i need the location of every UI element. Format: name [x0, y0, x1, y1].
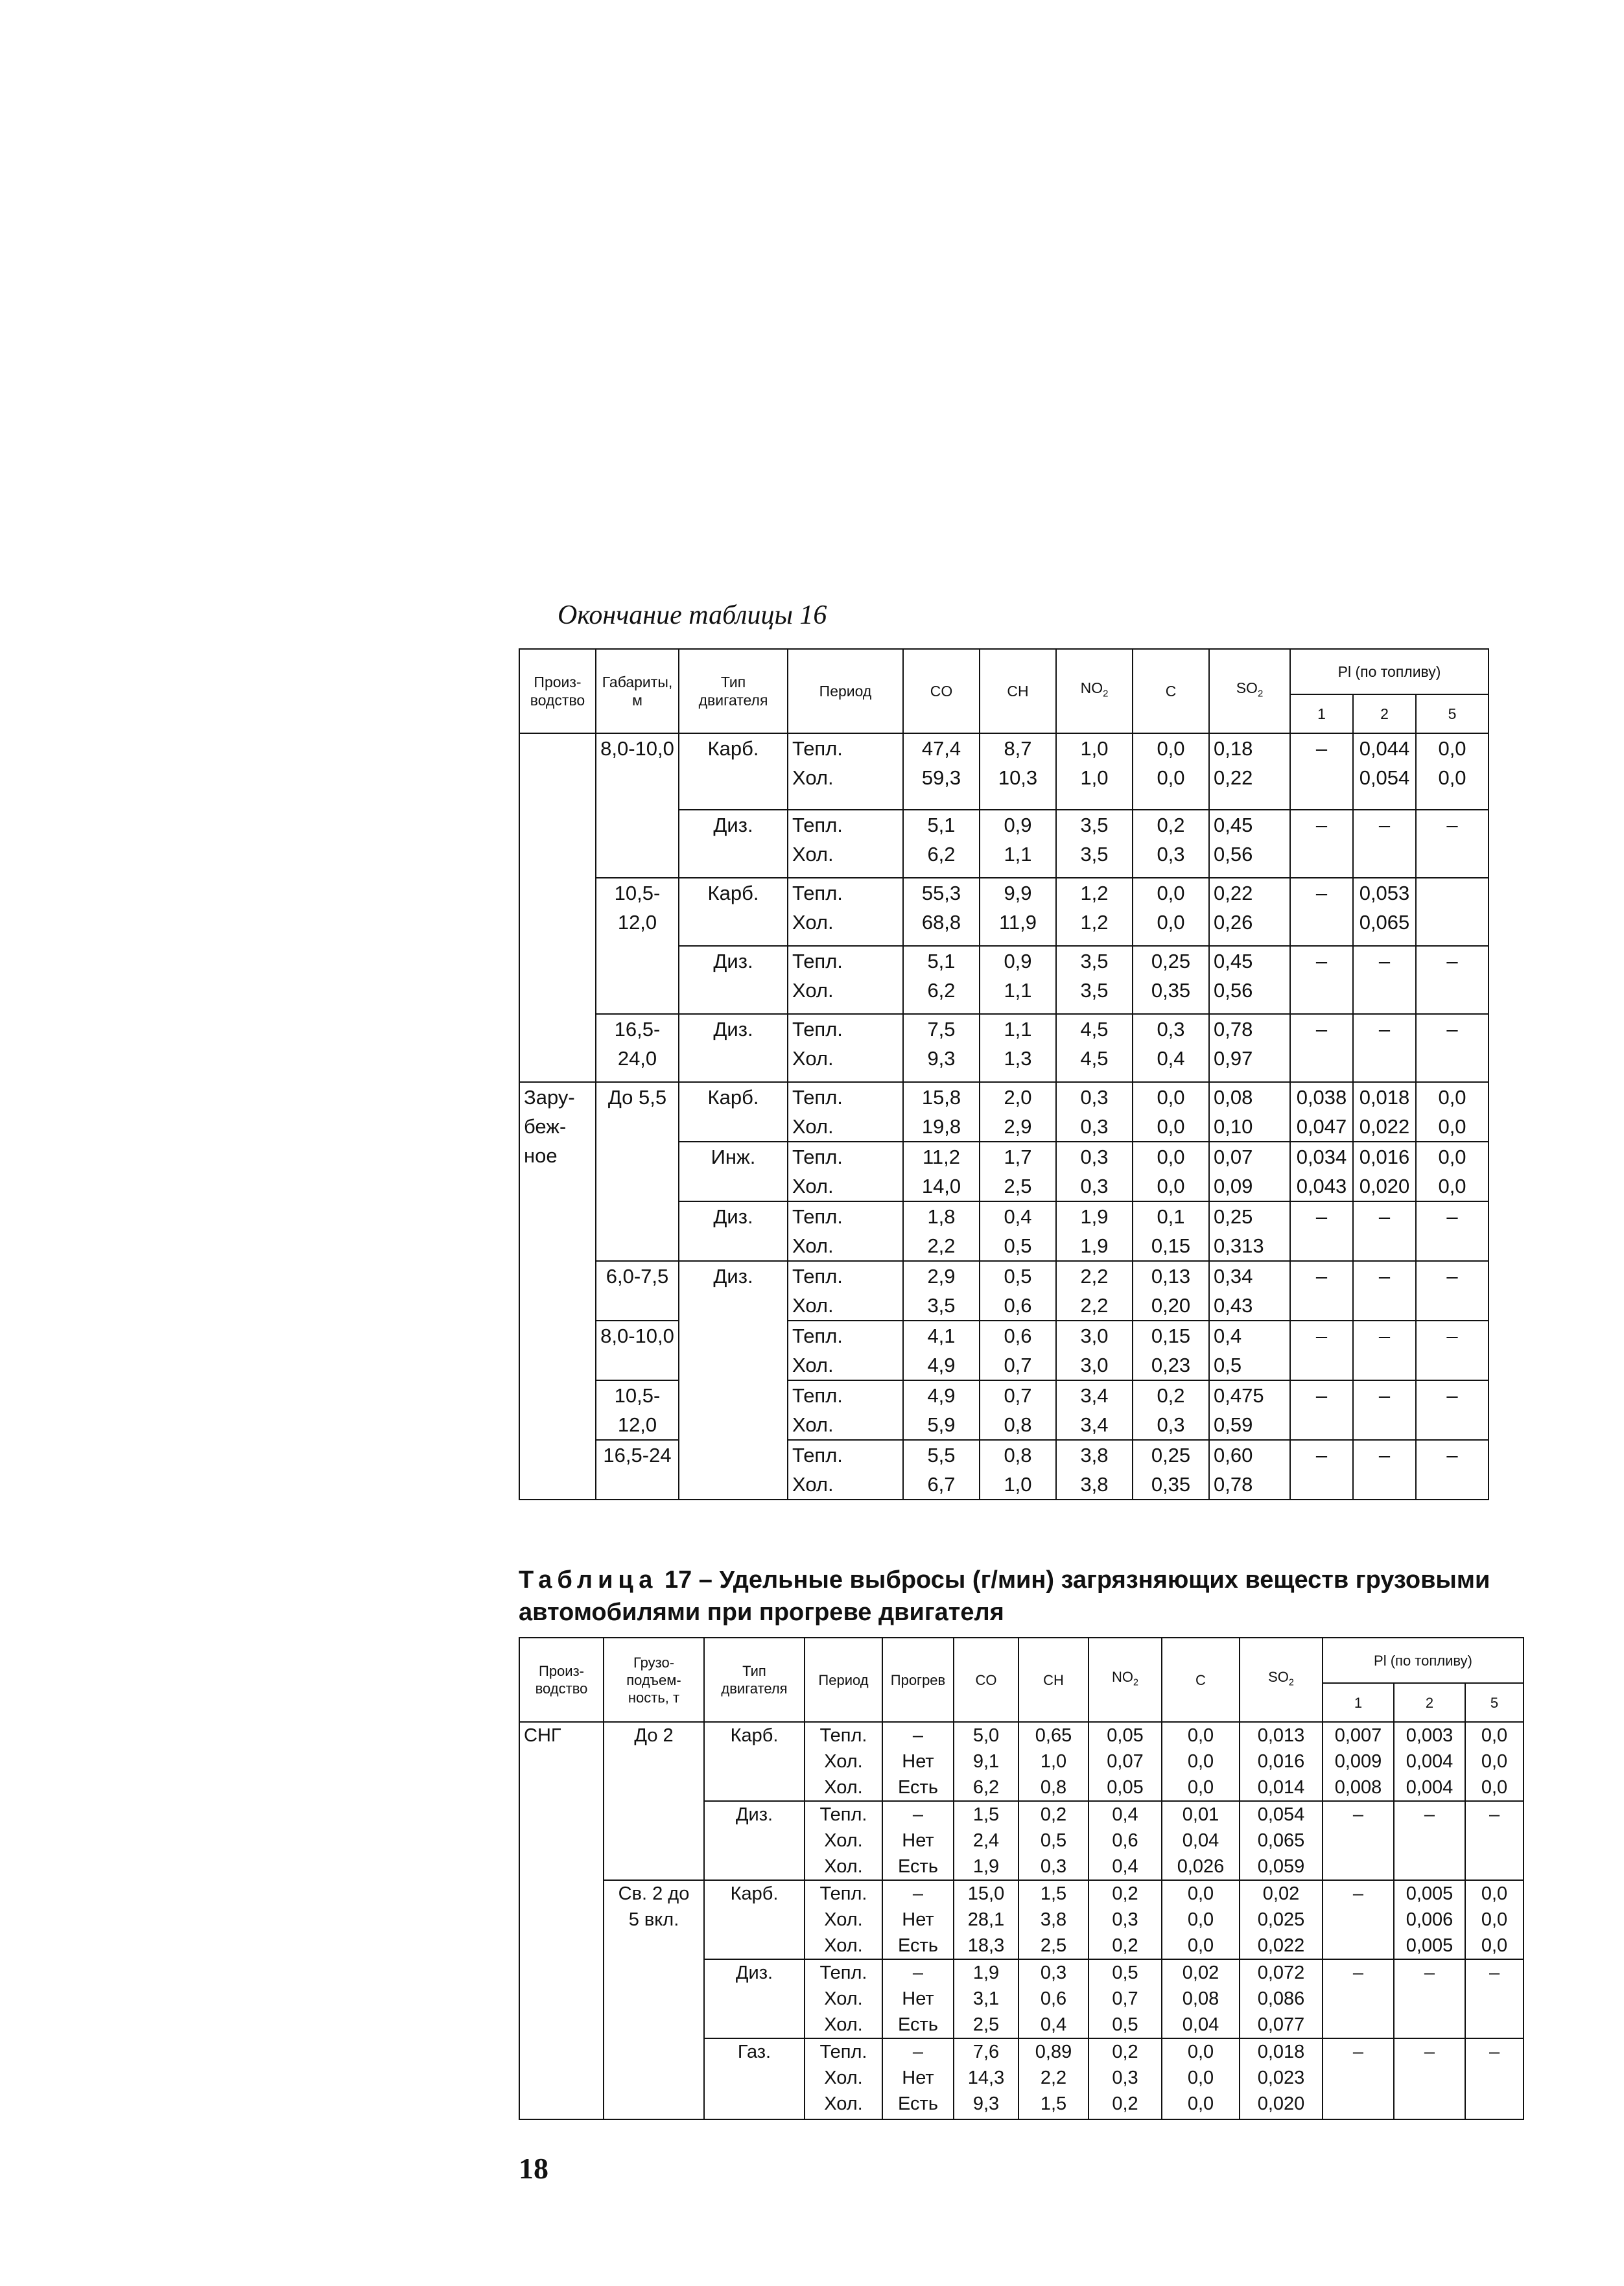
- cell-producer: Зару- беж- ное: [519, 1082, 596, 1500]
- table-row: [519, 733, 1489, 810]
- cell-no2: 4,5 4,5: [1056, 1014, 1133, 1082]
- cell-no2: 0,5 0,7 0,5: [1089, 1959, 1162, 2038]
- cell-pb2: –: [1394, 1959, 1465, 2038]
- cell-c: 0,0 0,0: [1133, 1142, 1209, 1201]
- cell-period: Тепл. Хол.: [788, 1014, 903, 1082]
- cell-so2: 0,013 0,016 0,014: [1240, 1722, 1323, 1801]
- cell-so2: 0,78 0,97: [1209, 1014, 1290, 1082]
- cell-size: 10,5-12,0: [596, 1380, 679, 1440]
- cell-c: 0,0 0,0: [1133, 1082, 1209, 1142]
- cell-co: 7,6 14,3 9,3: [954, 2038, 1018, 2119]
- cell-capacity: До 2: [604, 1722, 704, 1880]
- cell-c: 0,0 0,0: [1133, 878, 1209, 946]
- cell-period: Тепл. Хол.: [788, 1142, 903, 1201]
- cell-no2: 3,0 3,0: [1056, 1321, 1133, 1380]
- cell-producer: [519, 733, 596, 1082]
- cell-engine-type: Газ.: [704, 2038, 805, 2119]
- cell-period: Тепл. Хол. Хол.: [805, 1880, 882, 1959]
- header-capacity: Грузо- подъем- ность, т: [604, 1638, 704, 1722]
- cell-pb5: –: [1465, 1959, 1524, 2038]
- cell-no2: 2,2 2,2: [1056, 1261, 1133, 1321]
- header-c: C: [1162, 1638, 1240, 1722]
- cell-pb5: 0,0 0,0: [1416, 733, 1489, 810]
- header-no2: $NO_2$: [1089, 1638, 1162, 1722]
- page-number: 18: [519, 2152, 548, 2185]
- cell-pb2: 0,018 0,022: [1353, 1082, 1416, 1142]
- header-warmup: Прогрев: [882, 1638, 954, 1722]
- header-engine-type: Тип двигателя: [679, 649, 788, 733]
- cell-co: 4,9 5,9: [903, 1380, 980, 1440]
- cell-pb1: –: [1290, 1440, 1353, 1500]
- cell-so2: 0,34 0,43: [1209, 1261, 1290, 1321]
- table16-continuation-caption: Окончание таблицы 16: [558, 600, 827, 630]
- cell-pb2: –: [1353, 1014, 1416, 1082]
- cell-ch: 0,9 1,1: [980, 946, 1056, 1014]
- cell-engine-type: Диз.: [704, 1959, 805, 2038]
- cell-c: 0,25 0,35: [1133, 1440, 1209, 1500]
- cell-ch: 0,65 1,0 0,8: [1018, 1722, 1089, 1801]
- cell-pb5: [1416, 878, 1489, 946]
- cell-period: Тепл. Хол.: [788, 946, 903, 1014]
- cell-pb5: 0,0 0,0 0,0: [1465, 1722, 1524, 1801]
- cell-capacity: Св. 2 до 5 вкл.: [604, 1880, 704, 2119]
- cell-ch: 0,4 0,5: [980, 1201, 1056, 1261]
- header-pb-2: 2: [1353, 694, 1416, 733]
- cell-pb1: –: [1290, 1014, 1353, 1082]
- cell-engine-type: Инж.: [679, 1142, 788, 1201]
- table-16: [519, 648, 1489, 1500]
- header-c: C: [1133, 649, 1209, 733]
- cell-c: 0,2 0,3: [1133, 1380, 1209, 1440]
- table-row: [519, 1722, 1524, 1801]
- cell-ch: 0,2 0,5 0,3: [1018, 1801, 1089, 1880]
- cell-size: До 5,5: [596, 1082, 679, 1261]
- cell-engine-type: Диз.: [679, 946, 788, 1014]
- cell-size: 6,0-7,5: [596, 1261, 679, 1321]
- table-row: [519, 1014, 1489, 1082]
- cell-engine-type: Карб.: [704, 1880, 805, 1959]
- cell-pb1: 0,034 0,043: [1290, 1142, 1353, 1201]
- cell-no2: 0,2 0,3 0,2: [1089, 1880, 1162, 1959]
- cell-pb2: 0,016 0,020: [1353, 1142, 1416, 1201]
- cell-engine-type: Диз.: [679, 1261, 788, 1500]
- cell-co: 15,0 28,1 18,3: [954, 1880, 1018, 1959]
- table-row: [519, 1880, 1524, 1959]
- cell-so2: 0,08 0,10: [1209, 1082, 1290, 1142]
- cell-c: 0,0 0,0 0,0: [1162, 1880, 1240, 1959]
- cell-no2: 0,4 0,6 0,4: [1089, 1801, 1162, 1880]
- cell-engine-type: Диз.: [679, 1201, 788, 1261]
- cell-pb2: –: [1353, 1321, 1416, 1380]
- cell-no2: 0,2 0,3 0,2: [1089, 2038, 1162, 2119]
- cell-c: 0,01 0,04 0,026: [1162, 1801, 1240, 1880]
- cell-producer: СНГ: [519, 1722, 604, 2119]
- cell-warmup: – Нет Есть: [882, 1880, 954, 1959]
- cell-so2: 0,07 0,09: [1209, 1142, 1290, 1201]
- cell-co: 7,5 9,3: [903, 1014, 980, 1082]
- header-so2: $SO_2$: [1240, 1638, 1323, 1722]
- header-producer: Произ- водство: [519, 649, 596, 733]
- cell-ch: 0,89 2,2 1,5: [1018, 2038, 1089, 2119]
- cell-ch: 0,8 1,0: [980, 1440, 1056, 1500]
- cell-pb5: –: [1416, 1440, 1489, 1500]
- cell-co: 1,9 3,1 2,5: [954, 1959, 1018, 2038]
- table-row: [519, 1082, 1489, 1142]
- header-period: Период: [788, 649, 903, 733]
- cell-no2: 0,05 0,07 0,05: [1089, 1722, 1162, 1801]
- header-pb-by-fuel: Pl (по топливу): [1323, 1638, 1524, 1683]
- cell-c: 0,0 0,0 0,0: [1162, 2038, 1240, 2119]
- cell-so2: 0,475 0,59: [1209, 1380, 1290, 1440]
- cell-pb5: –: [1416, 1321, 1489, 1380]
- cell-size: 8,0-10,0: [596, 1321, 679, 1380]
- cell-co: 5,1 6,2: [903, 946, 980, 1014]
- cell-engine-type: Диз.: [704, 1801, 805, 1880]
- cell-co: 55,3 68,8: [903, 878, 980, 946]
- cell-so2: 0,02 0,025 0,022: [1240, 1880, 1323, 1959]
- cell-engine-type: Карб.: [679, 1082, 788, 1142]
- header-engine-type: Тип двигателя: [704, 1638, 805, 1722]
- cell-pb1: –: [1290, 946, 1353, 1014]
- cell-ch: 0,3 0,6 0,4: [1018, 1959, 1089, 2038]
- cell-period: Тепл. Хол. Хол.: [805, 1722, 882, 1801]
- cell-pb1: –: [1323, 1801, 1394, 1880]
- cell-pb2: 0,005 0,006 0,005: [1394, 1880, 1465, 1959]
- cell-so2: 0,22 0,26: [1209, 878, 1290, 946]
- cell-co: 5,1 6,2: [903, 810, 980, 878]
- cell-co: 15,8 19,8: [903, 1082, 980, 1142]
- header-size: Габариты, м: [596, 649, 679, 733]
- cell-so2: 0,45 0,56: [1209, 946, 1290, 1014]
- cell-c: 0,02 0,08 0,04: [1162, 1959, 1240, 2038]
- cell-pb2: –: [1394, 1801, 1465, 1880]
- cell-no2: 0,3 0,3: [1056, 1082, 1133, 1142]
- cell-period: Тепл. Хол.: [788, 1261, 903, 1321]
- cell-pb1: –: [1290, 878, 1353, 946]
- cell-warmup: – Нет Есть: [882, 2038, 954, 2119]
- header-ch: CH: [1018, 1638, 1089, 1722]
- cell-engine-type: Диз.: [679, 810, 788, 878]
- cell-period: Тепл. Хол. Хол.: [805, 1801, 882, 1880]
- cell-so2: 0,4 0,5: [1209, 1321, 1290, 1380]
- table-row: [519, 1440, 1489, 1500]
- cell-pb1: –: [1323, 1880, 1394, 1959]
- cell-ch: 2,0 2,9: [980, 1082, 1056, 1142]
- cell-period: Тепл. Хол.: [788, 1380, 903, 1440]
- cell-period: Тепл. Хол.: [788, 810, 903, 878]
- cell-ch: 0,9 1,1: [980, 810, 1056, 878]
- cell-period: Тепл. Хол.: [788, 1201, 903, 1261]
- cell-engine-type: Карб.: [704, 1722, 805, 1801]
- cell-pb2: 0,053 0,065: [1353, 878, 1416, 946]
- cell-ch: 9,9 11,9: [980, 878, 1056, 946]
- header-pb-1: 1: [1323, 1683, 1394, 1722]
- cell-ch: 1,1 1,3: [980, 1014, 1056, 1082]
- cell-pb2: –: [1353, 1440, 1416, 1500]
- header-pb-1: 1: [1290, 694, 1353, 733]
- cell-co: 4,1 4,9: [903, 1321, 980, 1380]
- cell-engine-type: Карб.: [679, 733, 788, 810]
- cell-pb2: –: [1353, 946, 1416, 1014]
- cell-pb1: –: [1290, 733, 1353, 810]
- cell-pb2: –: [1353, 1261, 1416, 1321]
- cell-period: Тепл. Хол.: [788, 878, 903, 946]
- cell-c: 0,0 0,0 0,0: [1162, 1722, 1240, 1801]
- cell-so2: 0,45 0,56: [1209, 810, 1290, 878]
- header-pb-5: 5: [1416, 694, 1489, 733]
- cell-pb5: 0,0 0,0: [1416, 1082, 1489, 1142]
- cell-pb2: 0,003 0,004 0,004: [1394, 1722, 1465, 1801]
- cell-pb5: –: [1416, 810, 1489, 878]
- cell-pb5: –: [1465, 1801, 1524, 1880]
- cell-pb1: –: [1290, 1380, 1353, 1440]
- header-no2: $NO_2$: [1056, 649, 1133, 733]
- header-pb-5: 5: [1465, 1683, 1524, 1722]
- cell-no2: 3,8 3,8: [1056, 1440, 1133, 1500]
- cell-ch: 0,7 0,8: [980, 1380, 1056, 1440]
- cell-c: 0,13 0,20: [1133, 1261, 1209, 1321]
- cell-co: 5,5 6,7: [903, 1440, 980, 1500]
- cell-pb5: –: [1465, 2038, 1524, 2119]
- cell-size: 10,5-12,0: [596, 878, 679, 1014]
- cell-pb1: –: [1290, 1261, 1353, 1321]
- cell-size: 16,5-24,0: [596, 1014, 679, 1082]
- table-row: [519, 878, 1489, 946]
- cell-period: Тепл. Хол.: [788, 1321, 903, 1380]
- cell-engine-type: Диз.: [679, 1014, 788, 1082]
- cell-size: 16,5-24: [596, 1440, 679, 1500]
- cell-pb1: 0,038 0,047: [1290, 1082, 1353, 1142]
- cell-pb2: –: [1353, 1380, 1416, 1440]
- cell-no2: 3,5 3,5: [1056, 946, 1133, 1014]
- cell-co: 11,2 14,0: [903, 1142, 980, 1201]
- cell-so2: 0,072 0,086 0,077: [1240, 1959, 1323, 2038]
- cell-so2: 0,60 0,78: [1209, 1440, 1290, 1500]
- cell-c: 0,3 0,4: [1133, 1014, 1209, 1082]
- cell-c: 0,25 0,35: [1133, 946, 1209, 1014]
- cell-pb5: 0,0 0,0 0,0: [1465, 1880, 1524, 1959]
- cell-pb5: –: [1416, 1261, 1489, 1321]
- cell-c: 0,15 0,23: [1133, 1321, 1209, 1380]
- cell-pb1: 0,007 0,009 0,008: [1323, 1722, 1394, 1801]
- cell-pb5: –: [1416, 1014, 1489, 1082]
- cell-ch: 0,6 0,7: [980, 1321, 1056, 1380]
- cell-c: 0,2 0,3: [1133, 810, 1209, 878]
- cell-pb5: –: [1416, 1380, 1489, 1440]
- cell-pb2: –: [1353, 810, 1416, 878]
- cell-co: 1,8 2,2: [903, 1201, 980, 1261]
- table-17: [519, 1637, 1524, 2120]
- header-so2: $SO_2$: [1209, 649, 1290, 733]
- cell-pb2: –: [1353, 1201, 1416, 1261]
- cell-period: Тепл. Хол.: [788, 733, 903, 810]
- cell-engine-type: Карб.: [679, 878, 788, 946]
- header-pb-by-fuel: Pl (по топливу): [1290, 649, 1489, 694]
- cell-no2: 3,5 3,5: [1056, 810, 1133, 878]
- cell-period: Тепл. Хол. Хол.: [805, 2038, 882, 2119]
- cell-pb2: –: [1394, 2038, 1465, 2119]
- cell-co: 2,9 3,5: [903, 1261, 980, 1321]
- table-row: [519, 1380, 1489, 1440]
- cell-no2: 3,4 3,4: [1056, 1380, 1133, 1440]
- cell-no2: 0,3 0,3: [1056, 1142, 1133, 1201]
- cell-ch: 8,7 10,3: [980, 733, 1056, 810]
- cell-pb1: –: [1290, 1201, 1353, 1261]
- cell-pb5: –: [1416, 946, 1489, 1014]
- cell-period: Тепл. Хол.: [788, 1440, 903, 1500]
- header-pb-2: 2: [1394, 1683, 1465, 1722]
- cell-so2: 0,054 0,065 0,059: [1240, 1801, 1323, 1880]
- cell-co: 1,5 2,4 1,9: [954, 1801, 1018, 1880]
- cell-pb1: –: [1323, 1959, 1394, 2038]
- header-ch: CH: [980, 649, 1056, 733]
- header-co: CO: [954, 1638, 1018, 1722]
- table-row: [519, 1261, 1489, 1321]
- cell-ch: 0,5 0,6: [980, 1261, 1056, 1321]
- cell-no2: 1,0 1,0: [1056, 733, 1133, 810]
- cell-so2: 0,18 0,22: [1209, 733, 1290, 810]
- cell-co: 5,0 9,1 6,2: [954, 1722, 1018, 1801]
- cell-period: Тепл. Хол. Хол.: [805, 1959, 882, 2038]
- cell-warmup: – Нет Есть: [882, 1801, 954, 1880]
- cell-pb5: –: [1416, 1201, 1489, 1261]
- cell-ch: 1,5 3,8 2,5: [1018, 1880, 1089, 1959]
- cell-pb1: –: [1290, 1321, 1353, 1380]
- cell-no2: 1,9 1,9: [1056, 1201, 1133, 1261]
- cell-pb1: –: [1290, 810, 1353, 878]
- table-row: [519, 1321, 1489, 1380]
- cell-so2: 0,018 0,023 0,020: [1240, 2038, 1323, 2119]
- cell-c: 0,0 0,0: [1133, 733, 1209, 810]
- table17-title: Таблица 17 – Удельные выбросы (г/мин) загрязняющих веществ грузовыми автомобилями при прогреве двигателя: [519, 1566, 1490, 1626]
- cell-period: Тепл. Хол.: [788, 1082, 903, 1142]
- cell-warmup: – Нет Есть: [882, 1722, 954, 1801]
- cell-size: 8,0-10,0: [596, 733, 679, 878]
- cell-co: 47,4 59,3: [903, 733, 980, 810]
- cell-pb5: 0,0 0,0: [1416, 1142, 1489, 1201]
- header-co: CO: [903, 649, 980, 733]
- cell-c: 0,1 0,15: [1133, 1201, 1209, 1261]
- header-producer: Произ- водство: [519, 1638, 604, 1722]
- cell-ch: 1,7 2,5: [980, 1142, 1056, 1201]
- cell-no2: 1,2 1,2: [1056, 878, 1133, 946]
- cell-warmup: – Нет Есть: [882, 1959, 954, 2038]
- cell-pb1: –: [1323, 2038, 1394, 2119]
- cell-so2: 0,25 0,313: [1209, 1201, 1290, 1261]
- header-period: Период: [805, 1638, 882, 1722]
- cell-pb2: 0,044 0,054: [1353, 733, 1416, 810]
